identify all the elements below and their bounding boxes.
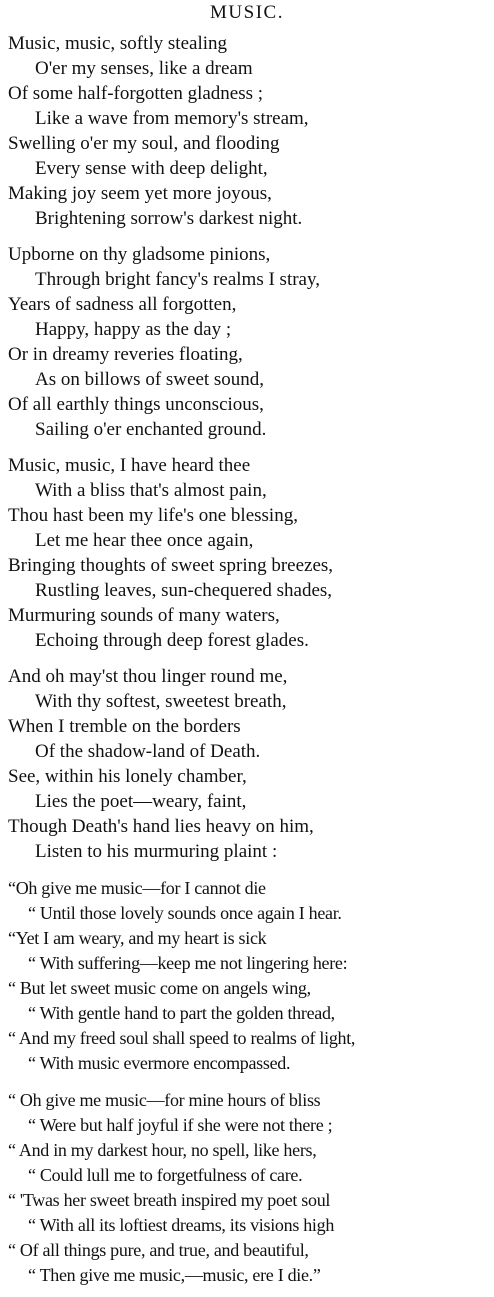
stanza-4-line-1: And oh may'st thou linger round me, — [8, 666, 288, 687]
stanza-3-line-8: Echoing through deep forest glades. — [35, 630, 309, 651]
stanza-5-line-2: “ Until those lovely sounds once again I hear. — [28, 903, 342, 923]
stanza-1-line-3: Of some half-forgotten gladness ; — [8, 83, 264, 104]
stanza-3-line-5: Bringing thoughts of sweet spring breezes, — [8, 555, 334, 576]
stanza-5-line-8: “ With music evermore encompassed. — [28, 1053, 291, 1073]
stanza-4-line-3: When I tremble on the borders — [8, 716, 241, 737]
stanza-2-line-5: Or in dreamy reveries floating, — [8, 344, 243, 365]
stanza-5-line-7: “ And my freed soul shall speed to realms of light, — [8, 1028, 356, 1048]
stanza-2-line-6: As on billows of sweet sound, — [35, 369, 265, 390]
stanza-5-line-6: “ With gentle hand to part the golden thread, — [28, 1003, 335, 1023]
stanza-3-line-6: Rustling leaves, sun-chequered shades, — [35, 580, 333, 601]
stanza-5-line-1: “Oh give me music—for I cannot die — [8, 878, 266, 898]
stanza-3-line-4: Let me hear thee once again, — [35, 530, 254, 551]
stanza-1-line-1: Music, music, softly stealing — [8, 33, 228, 54]
stanza-4-line-4: Of the shadow-land of Death. — [35, 741, 261, 762]
stanza-5-line-5: “ But let sweet music come on angels wing, — [8, 978, 311, 998]
stanza-3-line-2: With a bliss that's almost pain, — [35, 480, 267, 501]
stanza-1-line-7: Making joy seem yet more joyous, — [8, 183, 272, 204]
stanza-6-line-2: “ Were but half joyful if she were not there ; — [28, 1115, 333, 1135]
stanza-6-line-1: “ Oh give me music—for mine hours of bliss — [8, 1090, 321, 1110]
stanza-5-line-3: “Yet I am weary, and my heart is sick — [8, 928, 267, 948]
stanza-6-line-8: “ Then give me music,—music, ere I die.” — [28, 1265, 321, 1285]
stanza-2-line-7: Of all earthly things unconscious, — [8, 394, 264, 415]
poem-title: MUSIC. — [210, 2, 284, 23]
stanza-2-line-2: Through bright fancy's realms I stray, — [35, 269, 320, 290]
stanza-2-line-1: Upborne on thy gladsome pinions, — [8, 244, 271, 265]
stanza-3-line-3: Thou hast been my life's one blessing, — [8, 505, 298, 526]
stanza-1-line-5: Swelling o'er my soul, and flooding — [8, 133, 280, 154]
stanza-3-line-7: Murmuring sounds of many waters, — [8, 605, 280, 626]
stanza-2-line-4: Happy, happy as the day ; — [35, 319, 232, 340]
stanza-5-line-4: “ With suffering—keep me not lingering here: — [28, 953, 348, 973]
stanza-1-line-6: Every sense with deep delight, — [35, 158, 268, 179]
stanza-3-line-1: Music, music, I have heard thee — [8, 455, 251, 476]
stanza-2-line-8: Sailing o'er enchanted ground. — [35, 419, 267, 440]
stanza-2-line-3: Years of sadness all forgotten, — [8, 294, 237, 315]
stanza-6-line-5: “ 'Twas her sweet breath inspired my poet soul — [8, 1190, 331, 1210]
stanza-1-line-2: O'er my senses, like a dream — [35, 58, 253, 79]
stanza-4-line-2: With thy softest, sweetest breath, — [35, 691, 287, 712]
stanza-4-line-6: Lies the poet—weary, faint, — [35, 791, 247, 812]
stanza-1-line-4: Like a wave from memory's stream, — [35, 108, 309, 129]
stanza-6-line-6: “ With all its loftiest dreams, its visions high — [28, 1215, 335, 1235]
stanza-6-line-4: “ Could lull me to forgetfulness of care. — [28, 1165, 303, 1185]
stanza-4-line-5: See, within his lonely chamber, — [8, 766, 247, 787]
stanza-1-line-8: Brightening sorrow's darkest night. — [35, 208, 303, 229]
stanza-6-line-7: “ Of all things pure, and true, and beautiful, — [8, 1240, 309, 1260]
stanza-6-line-3: “ And in my darkest hour, no spell, like hers, — [8, 1140, 317, 1160]
stanza-4-line-7: Though Death's hand lies heavy on him, — [8, 816, 314, 837]
stanza-4-line-8: Listen to his murmuring plaint : — [35, 841, 278, 862]
